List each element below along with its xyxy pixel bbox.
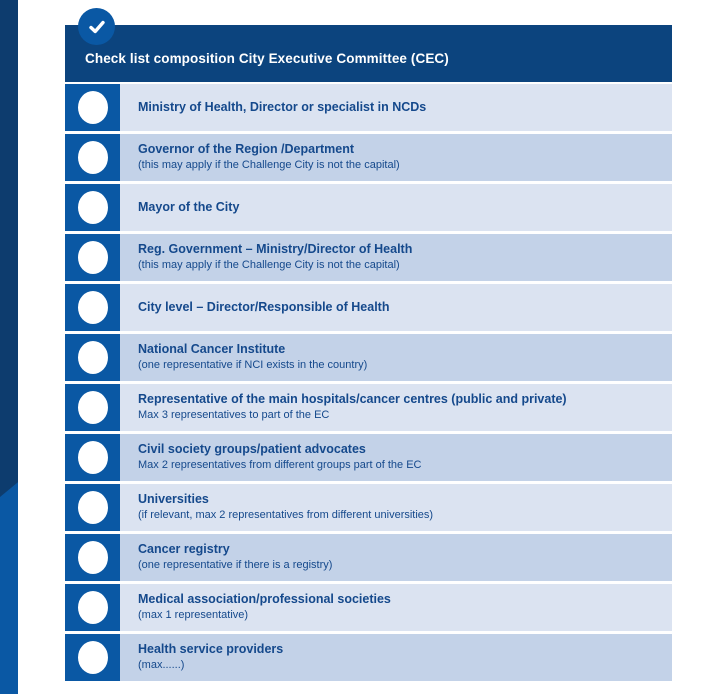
list-item <box>65 534 672 581</box>
checkbox-circle[interactable] <box>78 391 108 424</box>
checkbox-cell[interactable] <box>65 84 120 131</box>
row-title: City level – Director/Responsible of Health <box>138 299 390 314</box>
left-accent-strip-dark-top <box>0 0 18 497</box>
list-item <box>65 334 672 381</box>
row-title: Cancer registry <box>138 542 230 557</box>
list-item <box>65 584 672 631</box>
row-title: Health service providers <box>138 642 284 657</box>
row-content <box>120 534 672 581</box>
row-title: Civil society groups/patient advocates <box>138 442 366 457</box>
row-title: Reg. Government – Ministry/Director of Health <box>138 242 413 257</box>
row-content <box>120 334 672 381</box>
row-subtitle: (if relevant, max 2 representatives from different universities) <box>138 508 434 521</box>
checkbox-circle[interactable] <box>78 141 108 174</box>
list-item <box>65 184 672 231</box>
check-badge <box>78 8 115 45</box>
row-content <box>120 184 672 231</box>
checkbox-cell[interactable] <box>65 284 120 331</box>
list-item <box>65 384 672 431</box>
checkbox-cell[interactable] <box>65 184 120 231</box>
row-title: Representative of the main hospitals/cancer centres (public and private) <box>138 392 567 407</box>
list-item <box>65 634 672 681</box>
checklist-panel <box>65 25 672 684</box>
row-content <box>120 484 672 531</box>
checkbox-cell[interactable] <box>65 384 120 431</box>
row-subtitle: (one representative if NCI exists in the country) <box>138 358 368 371</box>
panel-title: Check list composition City Executive Committee (CEC) <box>85 51 449 66</box>
checkbox-circle[interactable] <box>78 291 108 324</box>
row-content <box>120 84 672 131</box>
row-subtitle: (this may apply if the Challenge City is not the capital) <box>138 258 400 271</box>
row-subtitle: (this may apply if the Challenge City is not the capital) <box>138 158 400 171</box>
checklist-header <box>65 25 672 82</box>
list-item <box>65 284 672 331</box>
row-subtitle: (max......) <box>138 658 185 671</box>
checkbox-cell[interactable] <box>65 234 120 281</box>
row-content <box>120 434 672 481</box>
list-item <box>65 234 672 281</box>
checkbox-cell[interactable] <box>65 534 120 581</box>
checkbox-cell[interactable] <box>65 134 120 181</box>
row-subtitle: Max 2 representatives from different groups part of the EC <box>138 458 422 471</box>
row-title: Governor of the Region /Department <box>138 142 354 157</box>
checklist-rows <box>65 84 672 681</box>
list-item <box>65 84 672 131</box>
checkbox-circle[interactable] <box>78 491 108 524</box>
row-title: Universities <box>138 492 209 507</box>
row-content <box>120 234 672 281</box>
checkbox-cell[interactable] <box>65 334 120 381</box>
checkbox-circle[interactable] <box>78 641 108 674</box>
checkbox-cell[interactable] <box>65 634 120 681</box>
left-accent-strip <box>0 0 18 694</box>
row-content <box>120 384 672 431</box>
row-content <box>120 634 672 681</box>
row-content <box>120 134 672 181</box>
check-icon <box>87 17 107 37</box>
row-title: National Cancer Institute <box>138 342 286 357</box>
checkbox-circle[interactable] <box>78 191 108 224</box>
checkbox-circle[interactable] <box>78 341 108 374</box>
list-item <box>65 134 672 181</box>
row-title: Mayor of the City <box>138 199 240 214</box>
checkbox-circle[interactable] <box>78 441 108 474</box>
checkbox-circle[interactable] <box>78 241 108 274</box>
checkbox-cell[interactable] <box>65 584 120 631</box>
list-item <box>65 434 672 481</box>
checkbox-circle[interactable] <box>78 541 108 574</box>
row-title: Ministry of Health, Director or specialist in NCDs <box>138 99 427 114</box>
checkbox-cell[interactable] <box>65 484 120 531</box>
list-item <box>65 484 672 531</box>
checkbox-cell[interactable] <box>65 434 120 481</box>
row-subtitle: (one representative if there is a registry) <box>138 558 333 571</box>
checkbox-circle[interactable] <box>78 91 108 124</box>
checkbox-circle[interactable] <box>78 591 108 624</box>
row-title: Medical association/professional societies <box>138 592 391 607</box>
row-subtitle: (max 1 representative) <box>138 608 249 621</box>
row-content <box>120 584 672 631</box>
row-content <box>120 284 672 331</box>
row-subtitle: Max 3 representatives to part of the EC <box>138 408 330 421</box>
